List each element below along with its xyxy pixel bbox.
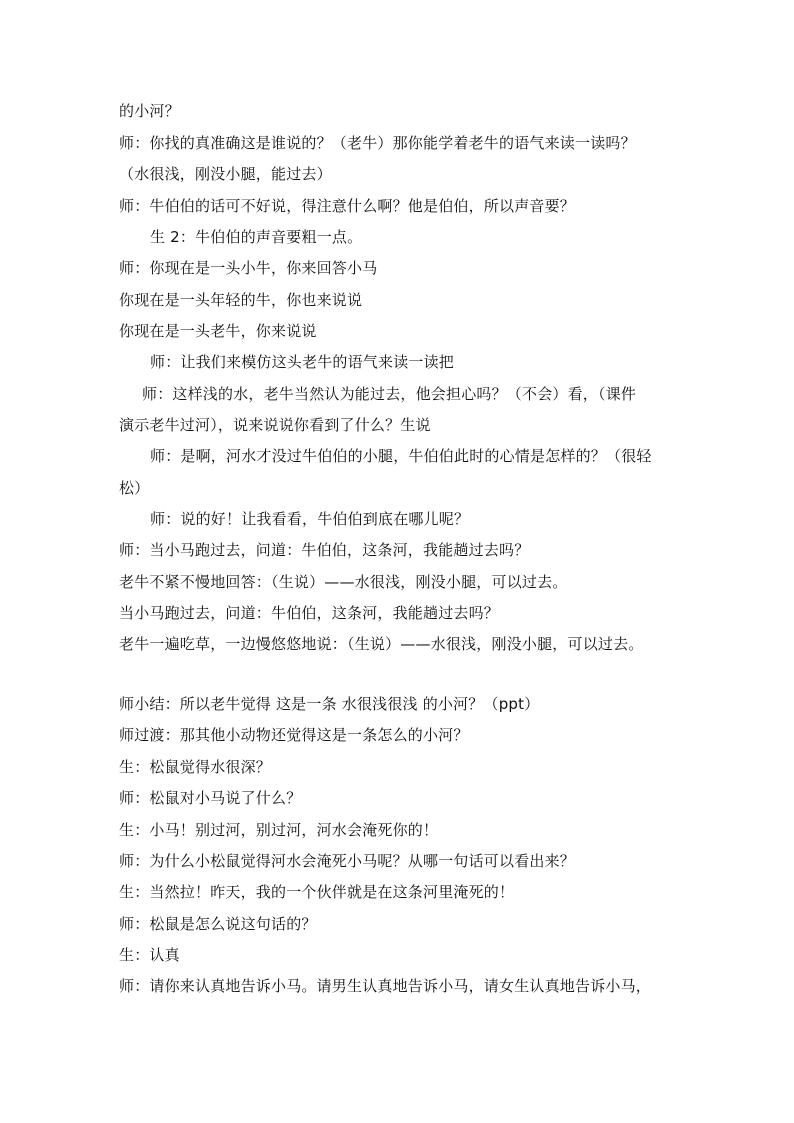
text-line: 的小河？ — [119, 102, 180, 120]
text-line: 师：松鼠对小马说了什么？ — [119, 789, 302, 807]
text-line: 老牛一遍吃草，一边慢悠悠地说：（生说）——水很浅，刚没小腿，可以过去。 — [119, 635, 644, 653]
text-line: 师：松鼠是怎么说这句话的？ — [119, 915, 317, 933]
text-line: 演示老牛过河），说来说说你看到了什么？生说 — [119, 416, 431, 434]
text-line: 生：当然拉！昨天，我的一个伙伴就是在这条河里淹死的！ — [119, 883, 515, 901]
text-line: 师：你现在是一头小牛，你来回答小马 — [119, 259, 378, 277]
text-line: 师过渡：那其他小动物还觉得这是一条怎么的小河？ — [119, 726, 469, 744]
text-line: 师：请你来认真地告诉小马。请男生认真地告诉小马，请女生认真地告诉小马， — [119, 977, 652, 995]
text-line: 师：这样浅的水，老牛当然认为能过去，他会担心吗？（不会）看，（课件 — [142, 385, 637, 403]
text-line: 生：认真 — [119, 946, 180, 964]
text-line: 师：让我们来模仿这头老牛的语气来读一读把 — [150, 353, 455, 371]
text-line: 师：牛伯伯的话可不好说，得注意什么啊？他是伯伯，所以声音要？ — [119, 197, 576, 215]
text-line: 师：是啊，河水才没过牛伯伯的小腿，牛伯伯此时的心情是怎样的？（很轻 — [150, 447, 652, 465]
text-line: （水很浅，刚没小腿，能过去） — [119, 165, 332, 183]
text-line: 当小马跑过去，问道：牛伯伯，这条河，我能趟过去吗？ — [119, 604, 500, 622]
text-line: 老牛不紧不慢地回答：（生说）——水很浅，刚没小腿，可以过去。 — [119, 573, 568, 591]
text-line: 师：为什么小松鼠觉得河水会淹死小马呢？从哪一句话可以看出来？ — [119, 852, 576, 870]
text-line: 师：你找的真准确这是谁说的？（老牛）那你能学着老牛的语气来读一读吗？ — [119, 134, 636, 152]
text-line: 松） — [119, 479, 150, 497]
text-line: 生 2：牛伯伯的声音要粗一点。 — [150, 228, 363, 246]
text-line: 生：小马！别过河，别过河，河水会淹死你的！ — [119, 821, 439, 839]
text-line: 师小结：所以老牛觉得 这是一条 水很浅很浅 的小河？（ppt） — [119, 695, 540, 713]
text-line: 你现在是一头老牛，你来说说 — [119, 322, 317, 340]
text-line: 生：松鼠觉得水很深？ — [119, 758, 272, 776]
text-line: 师：当小马跑过去，问道：牛伯伯，这条河，我能趟过去吗？ — [119, 541, 530, 559]
text-line: 你现在是一头年轻的牛，你也来说说 — [119, 291, 363, 309]
text-line: 师：说的好！让我看看，牛伯伯到底在哪儿呢？ — [150, 510, 470, 528]
